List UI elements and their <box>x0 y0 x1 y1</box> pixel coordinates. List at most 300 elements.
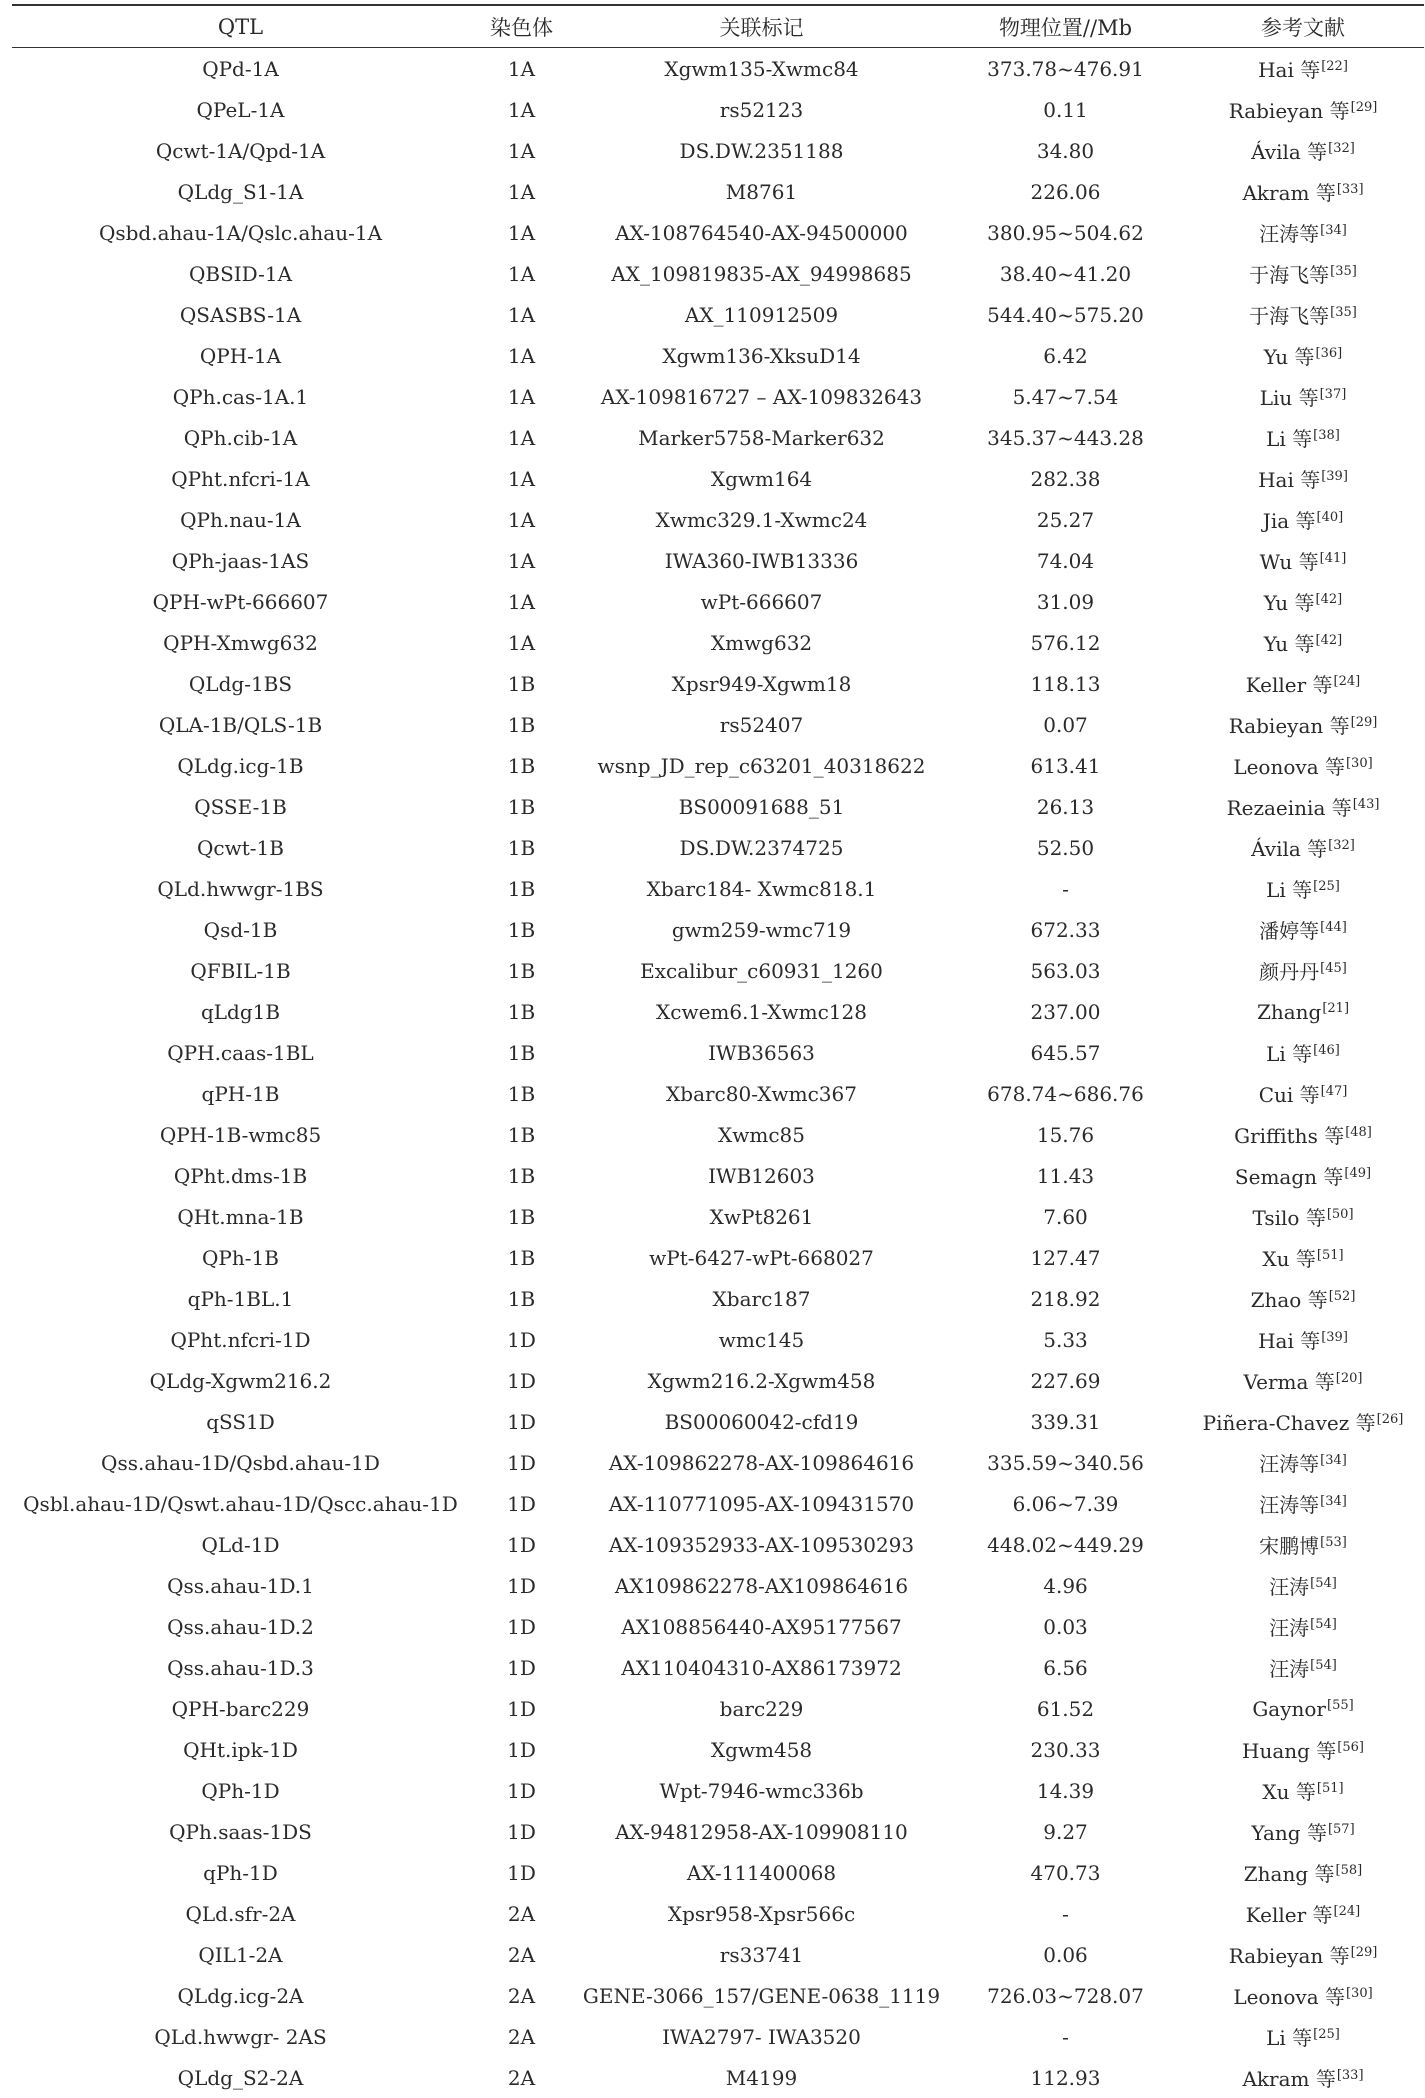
marker-cell: gwm259-wmc719 <box>574 909 949 950</box>
table-row <box>12 1606 1424 1647</box>
position-cell: 227.69 <box>949 1360 1182 1401</box>
reference-author: Rabieyan 等 <box>1229 99 1350 123</box>
reference-citation: [54] <box>1310 1617 1337 1632</box>
header-chromosome: 染色体 <box>469 5 574 48</box>
reference-author: Akram 等 <box>1242 2067 1335 2091</box>
table-row <box>12 48 1424 90</box>
header-row <box>12 5 1424 48</box>
chromosome-cell: 1B <box>469 1032 574 1073</box>
marker-cell: rs33741 <box>574 1934 949 1975</box>
marker-cell: DS.DW.2374725 <box>574 827 949 868</box>
reference-cell <box>1182 1483 1424 1524</box>
qtl-cell: QPht.dms-1B <box>12 1155 469 1196</box>
reference-author: Ávila 等 <box>1251 837 1327 861</box>
reference-author: Cui 等 <box>1259 1083 1320 1107</box>
chromosome-cell: 1B <box>469 745 574 786</box>
marker-cell: rs52407 <box>574 704 949 745</box>
position-cell: 0.06 <box>949 1934 1182 1975</box>
position-cell: 4.96 <box>949 1565 1182 1606</box>
marker-cell: M4199 <box>574 2057 949 2098</box>
reference-cell <box>1182 1893 1424 1934</box>
reference-cell <box>1182 376 1424 417</box>
reference-citation: [58] <box>1336 1863 1363 1878</box>
chromosome-cell: 1A <box>469 89 574 130</box>
reference-cell <box>1182 1934 1424 1975</box>
table-row <box>12 130 1424 171</box>
qtl-cell: QPh.cas-1A.1 <box>12 376 469 417</box>
position-cell: 34.80 <box>949 130 1182 171</box>
qtl-cell: qPh-1BL.1 <box>12 1278 469 1319</box>
qtl-cell: qSS1D <box>12 1401 469 1442</box>
reference-citation: [50] <box>1327 1207 1354 1222</box>
qtl-cell: Qss.ahau-1D.2 <box>12 1606 469 1647</box>
qtl-cell: QLdg.icg-2A <box>12 1975 469 2016</box>
table-row <box>12 786 1424 827</box>
reference-cell <box>1182 1688 1424 1729</box>
position-cell: 0.03 <box>949 1606 1182 1647</box>
qtl-cell: Qss.ahau-1D.3 <box>12 1647 469 1688</box>
table-row <box>12 1934 1424 1975</box>
marker-cell: Excalibur_c60931_1260 <box>574 950 949 991</box>
qtl-cell: QLd-1D <box>12 1524 469 1565</box>
reference-citation: [34] <box>1320 1453 1347 1468</box>
reference-citation: [30] <box>1346 756 1373 771</box>
marker-cell: XwPt8261 <box>574 1196 949 1237</box>
table-row <box>12 253 1424 294</box>
marker-cell: DS.DW.2351188 <box>574 130 949 171</box>
qtl-cell: QPeL-1A <box>12 89 469 130</box>
marker-cell: Xgwm216.2-Xgwm458 <box>574 1360 949 1401</box>
table-row <box>12 376 1424 417</box>
qtl-cell: QHt.mna-1B <box>12 1196 469 1237</box>
reference-citation: [54] <box>1310 1658 1337 1673</box>
reference-cell <box>1182 1073 1424 1114</box>
chromosome-cell: 1A <box>469 622 574 663</box>
position-cell: 31.09 <box>949 581 1182 622</box>
reference-cell <box>1182 827 1424 868</box>
marker-cell: Xbarc80-Xwmc367 <box>574 1073 949 1114</box>
position-cell: 5.47~7.54 <box>949 376 1182 417</box>
position-cell: 5.33 <box>949 1319 1182 1360</box>
reference-cell <box>1182 171 1424 212</box>
position-cell: 6.56 <box>949 1647 1182 1688</box>
reference-cell <box>1182 1032 1424 1073</box>
qtl-cell: QPH-1A <box>12 335 469 376</box>
header-position: 物理位置//Mb <box>949 5 1182 48</box>
position-cell: 613.41 <box>949 745 1182 786</box>
position-cell: 672.33 <box>949 909 1182 950</box>
chromosome-cell: 1D <box>469 1770 574 1811</box>
marker-cell: AX_110912509 <box>574 294 949 335</box>
header-qtl: QTL <box>12 5 469 48</box>
qtl-cell: QPd-1A <box>12 48 469 90</box>
reference-citation: [24] <box>1334 1904 1361 1919</box>
chromosome-cell: 1A <box>469 499 574 540</box>
reference-cell <box>1182 622 1424 663</box>
qtl-cell: QSASBS-1A <box>12 294 469 335</box>
table-row <box>12 171 1424 212</box>
reference-cell <box>1182 786 1424 827</box>
position-cell: 282.38 <box>949 458 1182 499</box>
reference-cell <box>1182 499 1424 540</box>
table-row <box>12 458 1424 499</box>
chromosome-cell: 1B <box>469 786 574 827</box>
reference-citation: [29] <box>1351 1945 1378 1960</box>
reference-cell <box>1182 1278 1424 1319</box>
table-row <box>12 827 1424 868</box>
reference-cell <box>1182 212 1424 253</box>
marker-cell: Xbarc187 <box>574 1278 949 1319</box>
marker-cell: Wpt-7946-wmc336b <box>574 1770 949 1811</box>
reference-author: Leonova 等 <box>1233 755 1345 779</box>
marker-cell: wmc145 <box>574 1319 949 1360</box>
qtl-cell: QLdg_S2-2A <box>12 2057 469 2098</box>
reference-citation: [42] <box>1316 633 1343 648</box>
reference-citation: [55] <box>1327 1698 1354 1713</box>
chromosome-cell: 1B <box>469 909 574 950</box>
qtl-cell: QLd.hwwgr-1BS <box>12 868 469 909</box>
chromosome-cell: 1B <box>469 1237 574 1278</box>
marker-cell: AX-111400068 <box>574 1852 949 1893</box>
table-row <box>12 2057 1424 2098</box>
table-row <box>12 1237 1424 1278</box>
marker-cell: AX109862278-AX109864616 <box>574 1565 949 1606</box>
position-cell: 645.57 <box>949 1032 1182 1073</box>
chromosome-cell: 1B <box>469 991 574 1032</box>
marker-cell: AX108856440-AX95177567 <box>574 1606 949 1647</box>
chromosome-cell: 1A <box>469 130 574 171</box>
marker-cell: Xpsr958-Xpsr566c <box>574 1893 949 1934</box>
chromosome-cell: 1A <box>469 253 574 294</box>
chromosome-cell: 2A <box>469 1934 574 1975</box>
reference-citation: [51] <box>1317 1248 1344 1263</box>
reference-cell <box>1182 89 1424 130</box>
marker-cell: wPt-666607 <box>574 581 949 622</box>
qtl-cell: QPh-jaas-1AS <box>12 540 469 581</box>
reference-author: Yu 等 <box>1264 632 1315 656</box>
marker-cell: Xgwm458 <box>574 1729 949 1770</box>
table-row <box>12 499 1424 540</box>
position-cell: - <box>949 2016 1182 2057</box>
marker-cell: IWB12603 <box>574 1155 949 1196</box>
position-cell: 373.78~476.91 <box>949 48 1182 90</box>
reference-citation: [32] <box>1328 838 1355 853</box>
reference-author: 潘婷等 <box>1259 919 1319 943</box>
reference-author: Semagn 等 <box>1235 1165 1343 1189</box>
marker-cell: BS00091688_51 <box>574 786 949 827</box>
reference-author: Li 等 <box>1266 427 1312 451</box>
qtl-cell: QPH-Xmwg632 <box>12 622 469 663</box>
position-cell: 118.13 <box>949 663 1182 704</box>
reference-cell <box>1182 950 1424 991</box>
chromosome-cell: 1A <box>469 212 574 253</box>
table-row <box>12 2016 1424 2057</box>
chromosome-cell: 1A <box>469 171 574 212</box>
table-row <box>12 1073 1424 1114</box>
reference-citation: [56] <box>1337 1740 1364 1755</box>
reference-cell <box>1182 1114 1424 1155</box>
reference-author: Akram 等 <box>1242 181 1335 205</box>
reference-author: Keller 等 <box>1246 1903 1333 1927</box>
table-row <box>12 1893 1424 1934</box>
reference-cell <box>1182 1196 1424 1237</box>
reference-citation: [47] <box>1321 1084 1348 1099</box>
reference-cell <box>1182 1729 1424 1770</box>
table-row <box>12 991 1424 1032</box>
qtl-cell: QFBIL-1B <box>12 950 469 991</box>
chromosome-cell: 1B <box>469 663 574 704</box>
chromosome-cell: 1B <box>469 950 574 991</box>
chromosome-cell: 1D <box>469 1442 574 1483</box>
qtl-cell: QPH-barc229 <box>12 1688 469 1729</box>
reference-author: Xu 等 <box>1262 1780 1315 1804</box>
reference-author: Zhao 等 <box>1251 1288 1328 1312</box>
table-row <box>12 294 1424 335</box>
reference-citation: [20] <box>1336 1371 1363 1386</box>
chromosome-cell: 1D <box>469 1852 574 1893</box>
position-cell: 335.59~340.56 <box>949 1442 1182 1483</box>
position-cell: 74.04 <box>949 540 1182 581</box>
header-marker: 关联标记 <box>574 5 949 48</box>
reference-cell <box>1182 1770 1424 1811</box>
reference-cell <box>1182 1155 1424 1196</box>
reference-citation: [37] <box>1320 387 1347 402</box>
marker-cell: wPt-6427-wPt-668027 <box>574 1237 949 1278</box>
table-row <box>12 212 1424 253</box>
chromosome-cell: 1A <box>469 48 574 90</box>
table-row <box>12 745 1424 786</box>
reference-cell <box>1182 1811 1424 1852</box>
chromosome-cell: 1A <box>469 294 574 335</box>
reference-author: 汪涛 <box>1269 1616 1309 1640</box>
reference-cell <box>1182 1975 1424 2016</box>
marker-cell: Xgwm164 <box>574 458 949 499</box>
reference-cell <box>1182 1319 1424 1360</box>
qtl-cell: QLdg_S1-1A <box>12 171 469 212</box>
table-row <box>12 1688 1424 1729</box>
reference-citation: [40] <box>1317 510 1344 525</box>
qtl-cell: Qsbl.ahau-1D/Qswt.ahau-1D/Qscc.ahau-1D <box>12 1483 469 1524</box>
position-cell: - <box>949 1893 1182 1934</box>
reference-author: Jia 等 <box>1263 509 1316 533</box>
reference-citation: [54] <box>1310 1576 1337 1591</box>
reference-author: Yu 等 <box>1264 345 1315 369</box>
position-cell: 544.40~575.20 <box>949 294 1182 335</box>
reference-cell <box>1182 2057 1424 2098</box>
reference-cell <box>1182 745 1424 786</box>
table-row <box>12 1155 1424 1196</box>
reference-citation: [30] <box>1346 1986 1373 2001</box>
table-body <box>12 48 1424 2098</box>
table-row <box>12 1401 1424 1442</box>
reference-cell <box>1182 458 1424 499</box>
chromosome-cell: 1A <box>469 417 574 458</box>
qtl-cell: QPH.caas-1BL <box>12 1032 469 1073</box>
reference-author: Rabieyan 等 <box>1229 714 1350 738</box>
reference-author: Zhang <box>1257 1000 1321 1024</box>
chromosome-cell: 1B <box>469 1196 574 1237</box>
marker-cell: Marker5758-Marker632 <box>574 417 949 458</box>
chromosome-cell: 1A <box>469 581 574 622</box>
position-cell: 61.52 <box>949 1688 1182 1729</box>
chromosome-cell: 1D <box>469 1688 574 1729</box>
reference-citation: [29] <box>1351 715 1378 730</box>
reference-citation: [26] <box>1377 1412 1404 1427</box>
reference-citation: [33] <box>1337 2068 1364 2083</box>
reference-cell <box>1182 335 1424 376</box>
table-row <box>12 1032 1424 1073</box>
qtl-cell: Qss.ahau-1D/Qsbd.ahau-1D <box>12 1442 469 1483</box>
reference-citation: [34] <box>1320 223 1347 238</box>
marker-cell: rs52123 <box>574 89 949 130</box>
reference-citation: [25] <box>1313 2027 1340 2042</box>
chromosome-cell: 2A <box>469 1975 574 2016</box>
reference-author: 于海飞等 <box>1249 263 1329 287</box>
chromosome-cell: 1A <box>469 376 574 417</box>
marker-cell: Xgwm135-Xwmc84 <box>574 48 949 90</box>
position-cell: 237.00 <box>949 991 1182 1032</box>
reference-author: Rezaeinia 等 <box>1227 796 1352 820</box>
position-cell: 38.40~41.20 <box>949 253 1182 294</box>
position-cell: 11.43 <box>949 1155 1182 1196</box>
reference-author: Li 等 <box>1266 1042 1312 1066</box>
marker-cell: AX-109816727 – AX-109832643 <box>574 376 949 417</box>
marker-cell: AX-110771095-AX-109431570 <box>574 1483 949 1524</box>
marker-cell: IWA2797- IWA3520 <box>574 2016 949 2057</box>
qtl-cell: QPht.nfcri-1A <box>12 458 469 499</box>
reference-author: 汪涛等 <box>1259 222 1319 246</box>
marker-cell: AX-94812958-AX-109908110 <box>574 1811 949 1852</box>
qtl-cell: QBSID-1A <box>12 253 469 294</box>
qtl-cell: QSSE-1B <box>12 786 469 827</box>
reference-citation: [41] <box>1320 551 1347 566</box>
reference-citation: [51] <box>1317 1781 1344 1796</box>
reference-author: 汪涛等 <box>1259 1452 1319 1476</box>
reference-citation: [21] <box>1322 1001 1349 1016</box>
position-cell: 563.03 <box>949 950 1182 991</box>
position-cell: 52.50 <box>949 827 1182 868</box>
reference-author: Piñera-Chavez 等 <box>1203 1411 1376 1435</box>
reference-cell <box>1182 2016 1424 2057</box>
reference-author: Zhang 等 <box>1244 1862 1335 1886</box>
reference-citation: [52] <box>1329 1289 1356 1304</box>
reference-author: Ávila 等 <box>1251 140 1327 164</box>
marker-cell: wsnp_JD_rep_c63201_40318622 <box>574 745 949 786</box>
qtl-cell: QPh.saas-1DS <box>12 1811 469 1852</box>
reference-citation: [38] <box>1313 428 1340 443</box>
reference-citation: [39] <box>1321 469 1348 484</box>
chromosome-cell: 1A <box>469 335 574 376</box>
table-row <box>12 704 1424 745</box>
table-row <box>12 1729 1424 1770</box>
qtl-cell: QPh-1D <box>12 1770 469 1811</box>
reference-author: Li 等 <box>1266 878 1312 902</box>
chromosome-cell: 1B <box>469 868 574 909</box>
table-row <box>12 540 1424 581</box>
reference-author: Huang 等 <box>1242 1739 1336 1763</box>
reference-author: 宋鹏博 <box>1259 1534 1319 1558</box>
table-row <box>12 1770 1424 1811</box>
reference-citation: [35] <box>1330 264 1357 279</box>
marker-cell: Xwmc329.1-Xwmc24 <box>574 499 949 540</box>
chromosome-cell: 1D <box>469 1319 574 1360</box>
reference-cell <box>1182 1647 1424 1688</box>
table-row <box>12 1811 1424 1852</box>
reference-cell <box>1182 991 1424 1032</box>
table-row <box>12 1114 1424 1155</box>
qtl-cell: QHt.ipk-1D <box>12 1729 469 1770</box>
chromosome-cell: 1B <box>469 1155 574 1196</box>
reference-author: Leonova 等 <box>1233 1985 1345 2009</box>
reference-citation: [29] <box>1351 100 1378 115</box>
reference-cell <box>1182 909 1424 950</box>
reference-citation: [53] <box>1320 1535 1347 1550</box>
reference-citation: [36] <box>1316 346 1343 361</box>
position-cell: 345.37~443.28 <box>949 417 1182 458</box>
qtl-cell: QLdg-Xgwm216.2 <box>12 1360 469 1401</box>
chromosome-cell: 1B <box>469 1073 574 1114</box>
position-cell: 9.27 <box>949 1811 1182 1852</box>
position-cell: 7.60 <box>949 1196 1182 1237</box>
reference-author: Griffiths 等 <box>1234 1124 1344 1148</box>
qtl-cell: QPh-1B <box>12 1237 469 1278</box>
chromosome-cell: 1B <box>469 704 574 745</box>
chromosome-cell: 1B <box>469 1114 574 1155</box>
reference-cell <box>1182 1524 1424 1565</box>
qtl-cell: Qcwt-1A/Qpd-1A <box>12 130 469 171</box>
reference-author: Yang 等 <box>1251 1821 1327 1845</box>
position-cell: 230.33 <box>949 1729 1182 1770</box>
reference-citation: [49] <box>1344 1166 1371 1181</box>
chromosome-cell: 2A <box>469 2016 574 2057</box>
header-reference: 参考文献 <box>1182 5 1424 48</box>
qtl-cell: QPht.nfcri-1D <box>12 1319 469 1360</box>
reference-author: Yu 等 <box>1264 591 1315 615</box>
position-cell: 112.93 <box>949 2057 1182 2098</box>
reference-author: Keller 等 <box>1246 673 1333 697</box>
reference-author: Hai 等 <box>1258 1329 1320 1353</box>
position-cell: 25.27 <box>949 499 1182 540</box>
position-cell: 0.11 <box>949 89 1182 130</box>
chromosome-cell: 2A <box>469 1893 574 1934</box>
reference-cell <box>1182 1360 1424 1401</box>
reference-cell <box>1182 1565 1424 1606</box>
reference-cell <box>1182 581 1424 622</box>
reference-cell <box>1182 1401 1424 1442</box>
position-cell: 6.06~7.39 <box>949 1483 1182 1524</box>
reference-citation: [45] <box>1320 961 1347 976</box>
reference-citation: [35] <box>1330 305 1357 320</box>
reference-author: Verma 等 <box>1244 1370 1335 1394</box>
reference-cell <box>1182 130 1424 171</box>
table-row <box>12 1483 1424 1524</box>
reference-citation: [33] <box>1337 182 1364 197</box>
marker-cell: Xcwem6.1-Xwmc128 <box>574 991 949 1032</box>
reference-author: 汪涛等 <box>1259 1493 1319 1517</box>
qtl-cell: Qsbd.ahau-1A/Qslc.ahau-1A <box>12 212 469 253</box>
qtl-cell: Qsd-1B <box>12 909 469 950</box>
table-row <box>12 1442 1424 1483</box>
marker-cell: IWB36563 <box>574 1032 949 1073</box>
chromosome-cell: 1D <box>469 1647 574 1688</box>
table-row <box>12 1319 1424 1360</box>
qtl-cell: QIL1-2A <box>12 1934 469 1975</box>
qtl-cell: QLA-1B/QLS-1B <box>12 704 469 745</box>
table-row <box>12 1278 1424 1319</box>
marker-cell: Xgwm136-XksuD14 <box>574 335 949 376</box>
qtl-cell: QPH-wPt-666607 <box>12 581 469 622</box>
position-cell: 0.07 <box>949 704 1182 745</box>
